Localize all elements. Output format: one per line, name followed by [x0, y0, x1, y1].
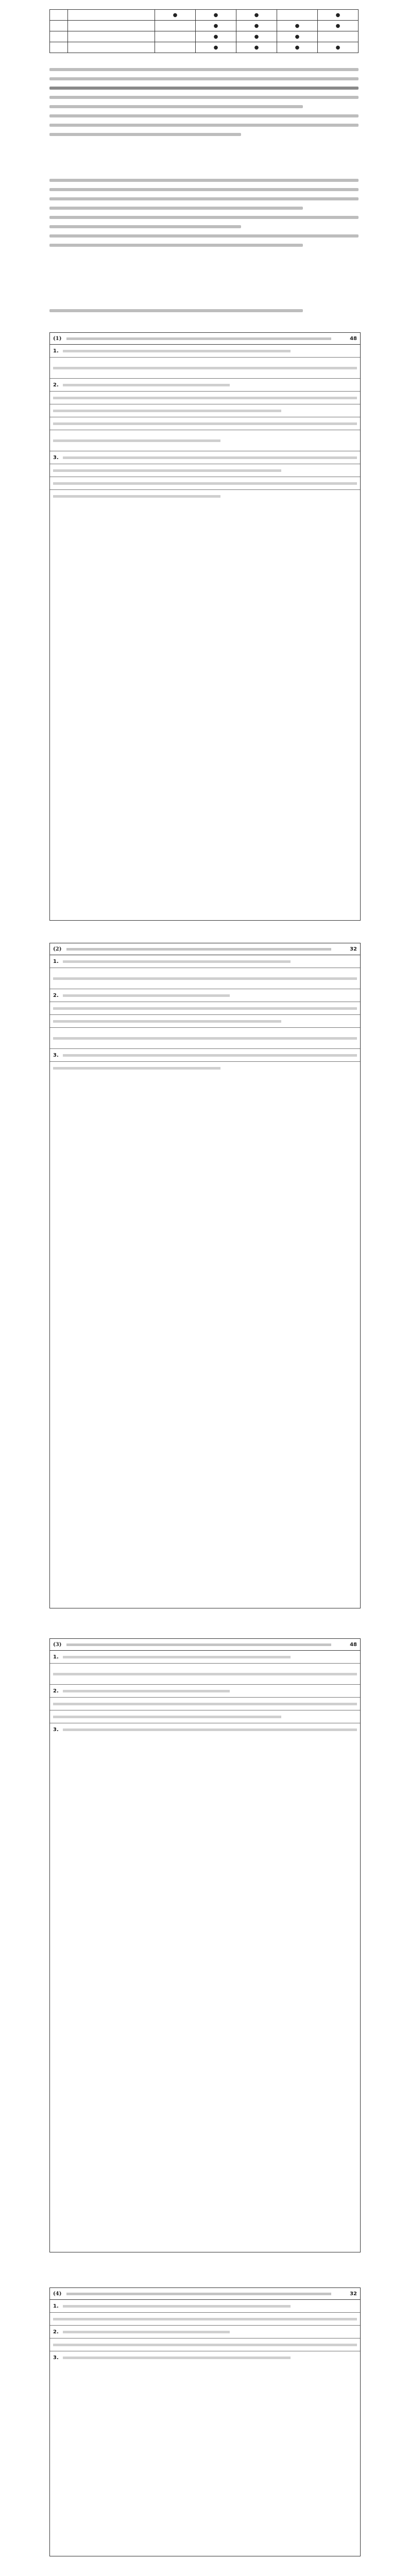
table-mark [155, 31, 196, 42]
table-label-cell [68, 10, 155, 21]
table-side-cell [50, 21, 68, 31]
table-mark [277, 10, 318, 21]
table-side-cell [50, 10, 68, 21]
table-label-cell [68, 21, 155, 31]
course-credits: 32 [350, 2291, 357, 2297]
table-side-cell [50, 42, 68, 53]
table-label-cell [68, 42, 155, 53]
table-mark: ● [196, 42, 236, 53]
table-mark: ● [277, 42, 318, 53]
table-side-cell [50, 31, 68, 42]
course-number: (2) [53, 946, 62, 952]
course-box: (2) 32 1. 2. 3. [49, 943, 361, 1608]
course-number: (3) [53, 1641, 62, 1648]
table-mark: ● [236, 31, 277, 42]
course-credits: 48 [350, 1641, 357, 1648]
paragraph-block [49, 173, 359, 253]
course-box-header [50, 333, 360, 345]
table-mark: ● [318, 21, 359, 31]
table-mark: ● [318, 42, 359, 53]
table-mark: ● [236, 10, 277, 21]
table-mark: ● [196, 21, 236, 31]
table-row [50, 21, 359, 31]
table-row [50, 31, 359, 42]
course-matrix-table [49, 9, 359, 53]
table-mark: ● [236, 42, 277, 53]
paragraph-block [49, 62, 359, 142]
table-mark: ● [318, 10, 359, 21]
course-box-header [50, 943, 360, 955]
paragraph-block [49, 303, 359, 318]
course-number: (1) [53, 335, 62, 342]
table-mark: ● [196, 31, 236, 42]
table-label-cell [68, 31, 155, 42]
course-box-header [50, 2288, 360, 2300]
table-mark: ● [155, 10, 196, 21]
table-mark: ● [277, 31, 318, 42]
course-box: (4) 32 1. 2. 3. [49, 2287, 361, 2556]
table-row [50, 10, 359, 21]
course-number: (4) [53, 2291, 62, 2297]
table-mark: ● [277, 21, 318, 31]
table-mark [318, 31, 359, 42]
course-box: (3) 48 1. 2. 3. [49, 1638, 361, 2252]
table-mark [155, 42, 196, 53]
course-box: (1) 48 1. 2. 3. [49, 332, 361, 921]
course-credits: 32 [350, 946, 357, 952]
table-row [50, 42, 359, 53]
table-mark: ● [236, 21, 277, 31]
course-credits: 48 [350, 335, 357, 342]
course-box-header [50, 1639, 360, 1651]
table-mark: ● [196, 10, 236, 21]
table-mark [155, 21, 196, 31]
